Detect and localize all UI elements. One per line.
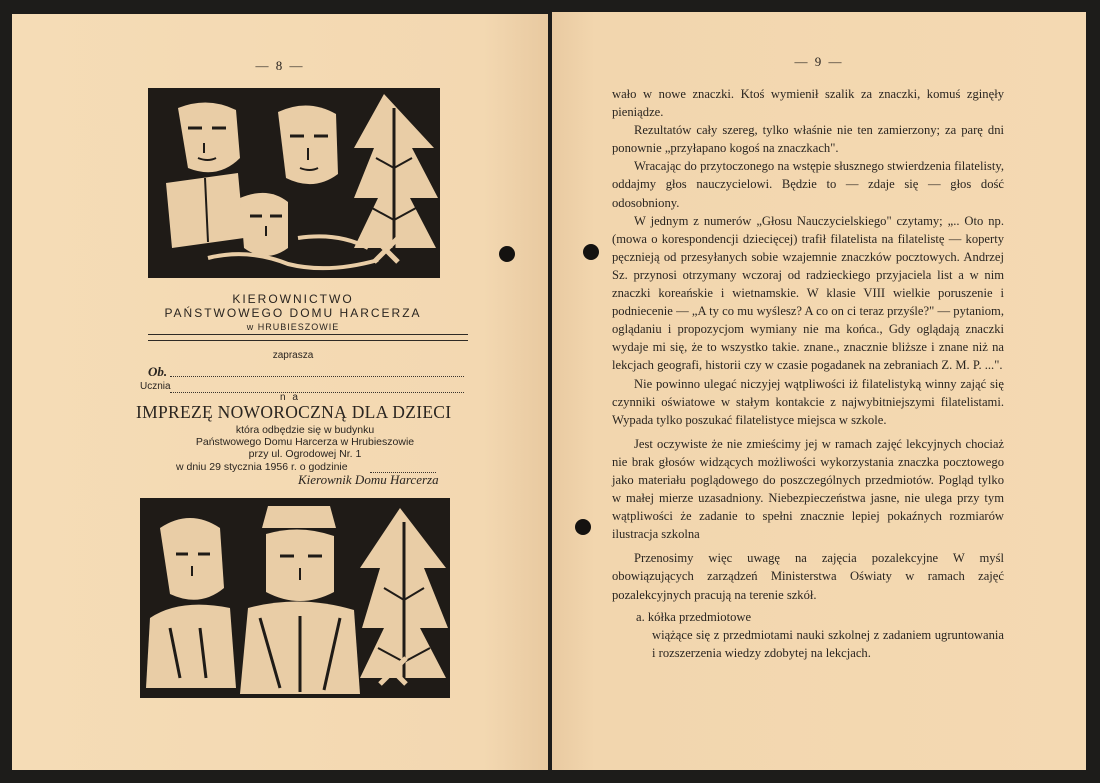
event-details (160, 424, 450, 460)
event-detail-line: przy ul. Ogrodowej Nr. 1 (248, 448, 362, 460)
paragraph: Jest oczywiste że nie zmieścimy jej w ramach zajęć lekcyjnych chociaż nie brak głosów widzących możliwości wykorzystania znaczka pocztowego jako materiału poglądowego do poszczególnych przedmiotów. Pogląd tylko w małej mierze uzasadniony. Niebezpieczeństwa jasne, nie ulega przy tym wątpliwości że zadanie to spełni znacznie lepiej pokaźnych rozmiarów ilustracja szkolna (612, 436, 1004, 542)
punch-hole (575, 519, 591, 535)
paragraph: Nie powinno ulegać niczyjej wątpliwości iż filatelistyką winny zająć się czynniki oświatowe w stałym kontakcie z najwybitniejszymi filatelistami. Wypada tylko poszukać filatelistyce miejsca w szkole. (612, 376, 1004, 427)
recipient-prefix: Ob. (148, 364, 168, 379)
event-headline: IMPREZĘ NOWOROCZNĄ DLA DZIECI (136, 402, 452, 422)
list-item-body: wiążące się z przedmiotami nauki szkolnej z zadaniem ugruntowania i rozszerzenia wiedzy zdobytej na lekcjach. (652, 627, 1004, 660)
event-detail-line: Państwowego Domu Harcerza w Hrubieszowie (195, 436, 415, 448)
organizer-block (120, 292, 466, 334)
list-item-label: a. kółka przedmiotowe (636, 609, 752, 624)
organizer-line-3: w HRUBIESZOWIE (246, 322, 340, 332)
organizer-line-1: KIEROWNICTWO (232, 292, 354, 306)
punch-hole (583, 244, 599, 260)
paragraph: Przenosimy więc uwagę na zajęcia pozalekcyjne W myśl obowiązujących zarządzeń Ministerstwa Oświaty w ramach zajęć pozalekcyjnych pracują na terenie szkół. (612, 551, 1004, 602)
preposition-na: n a (280, 392, 300, 403)
organizer-line-2: PAŃSTWOWEGO DOMU HARCERZA (164, 306, 422, 320)
page-number-left: — 8 — (255, 58, 305, 73)
woodcut-illustration-top (148, 88, 440, 278)
invite-verb: zaprasza (272, 350, 314, 361)
paragraph: W jednym z numerów „Głosu Nauczycielskiego" czytamy; „.. Oto np. (mowa o korespondencji dziecięcej) trafił filatelista na filatelistę — koperty pęcznieją od przesyłanych sobie wzajemnie znaczków pocztowych. Andrzej Sz. przynosi otrzymany wczoraj od radzieckiego przyjaciela list a w nim znaczki koreańskie i wietnamskie. W klasie VIII wielkie poruszenie i podniecenie — „A ty co mu wyślesz? A co on ci teraz przyśle?" — pytaniom, oglądaniu i propozycjom wymiany nie ma końca., Gdy oglądają znaczki wydaje mi się, że to wszystko takie. znane., znacznie bliższe i znane niż na lekcjach geografi, historii czy w czasie pogadanek na zebraniach Z. M. P. ...". (612, 213, 1004, 373)
divider-rule-1 (148, 334, 468, 335)
recipient-name-line (170, 376, 464, 377)
woodcut-illustration-bottom (140, 498, 450, 698)
signature-line: Kierownik Domu Harcerza (298, 472, 439, 487)
paragraph: Wracając do przytoczonego na wstępie słusznego stwierdzenia filatelisty, oddajmy głos nauczycielowi. Będzie to — zdaje się — głos dość odosobniony. (612, 159, 1004, 210)
paragraph: Rezultatów cały szereg, tylko właśnie nie ten zamierzony; za parę dni ponownie „przyłapano kogoś na znaczkach". (612, 123, 1004, 156)
recipient-school-line (170, 392, 464, 393)
article-body (612, 85, 1004, 662)
page-number-right: — 9 — (794, 54, 844, 69)
event-date: w dniu 29 stycznia 1956 r. o godzinie (176, 461, 348, 473)
punch-hole (499, 246, 515, 262)
divider-rule-2 (148, 340, 468, 341)
recipient-role: Ucznia (140, 381, 171, 392)
event-detail-line: która odbędzie się w budynku (235, 424, 375, 436)
paragraph: wało w nowe znaczki. Ktoś wymienił szalik za znaczki, komuś zginęły pieniądze. (612, 87, 1004, 120)
